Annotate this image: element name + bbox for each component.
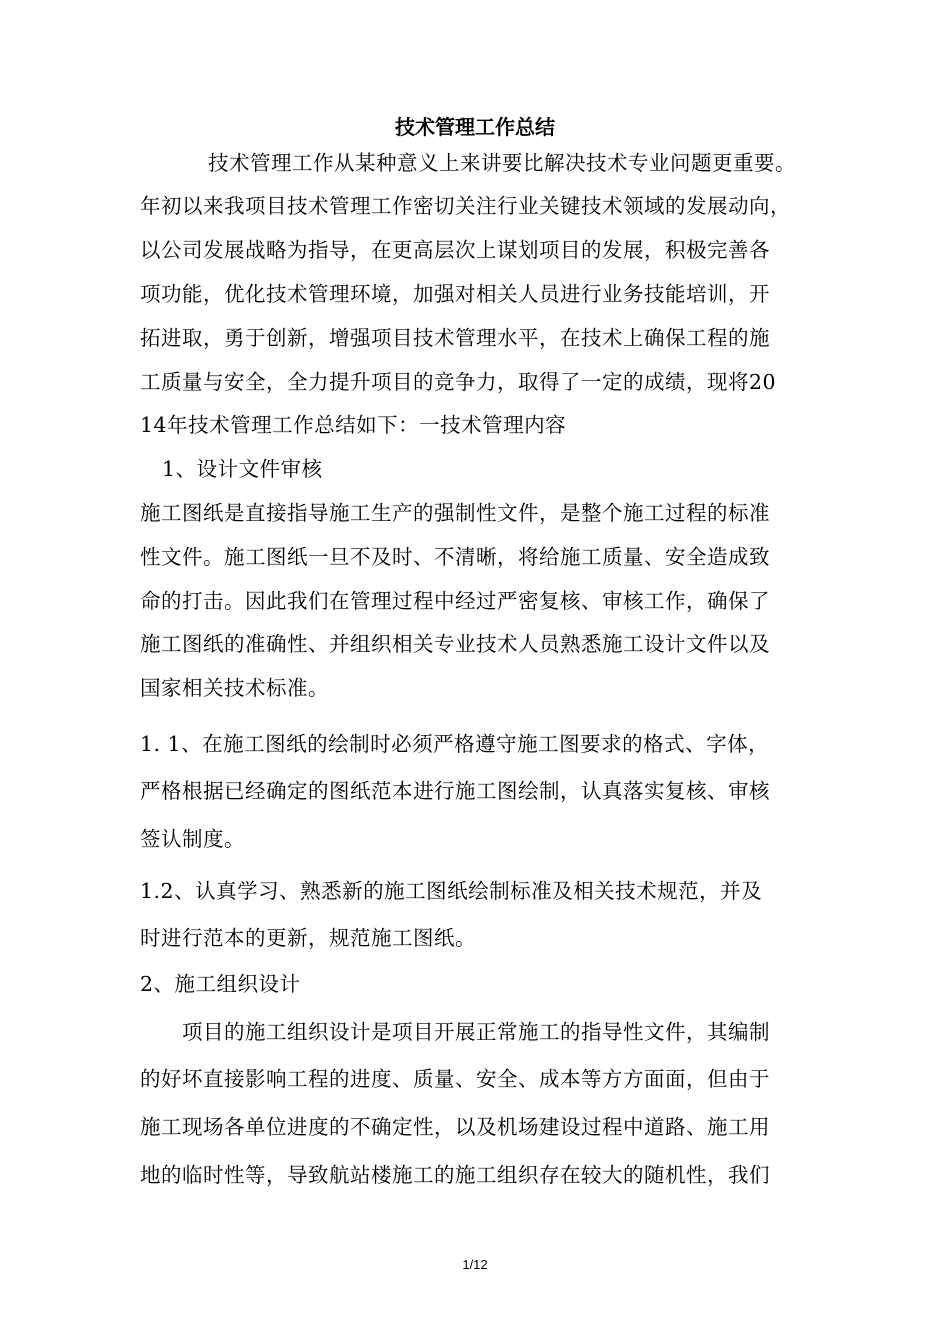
body-line: 命的打击。因此我们在管理过程中经过严密复核、审核工作，确保了 bbox=[140, 589, 770, 613]
body-line: 工质量与安全，全力提升项目的竞争力，取得了一定的成绩，现将20 bbox=[140, 370, 777, 394]
body-line: 施工图纸的准确性、并组织相关专业技术人员熟悉施工设计文件以及 bbox=[140, 632, 770, 656]
body-line: 时进行范本的更新，规范施工图纸。 bbox=[140, 926, 476, 950]
section-heading: 1、设计文件审核 bbox=[162, 457, 323, 481]
body-line: 技术管理工作从某种意义上来讲要比解决技术专业问题更重要。 bbox=[208, 151, 796, 175]
body-line: 签认制度。 bbox=[140, 827, 245, 851]
body-line: 国家相关技术标准。 bbox=[140, 676, 329, 700]
body-line: 严格根据已经确定的图纸范本进行施工图绘制，认真落实复核、审核 bbox=[140, 779, 770, 803]
body-line: 地的临时性等，导致航站楼施工的施工组织存在较大的随机性，我们 bbox=[140, 1163, 770, 1187]
body-line: 年初以来我项目技术管理工作密切关注行业关键技术领域的发展动向， bbox=[140, 194, 791, 218]
list-item-line: 1.2、认真学习、熟悉新的施工图纸绘制标准及相关技术规范，并及 bbox=[140, 879, 763, 903]
body-line: 项目的施工组织设计是项目开展正常施工的指导性文件，其编制 bbox=[182, 1020, 770, 1044]
body-line: 施工现场各单位进度的不确定性，以及机场建设过程中道路、施工用 bbox=[140, 1115, 770, 1139]
body-line: 以公司发展战略为指导，在更高层次上谋划项目的发展，积极完善各 bbox=[140, 238, 770, 262]
list-item-line: 1. 1、在施工图纸的绘制时必须严格遵守施工图要求的格式、字体， bbox=[140, 732, 770, 756]
body-line: 拓进取，勇于创新，增强项目技术管理水平，在技术上确保工程的施 bbox=[140, 326, 770, 350]
body-line: 性文件。施工图纸一旦不及时、不清晰，将给施工质量、安全造成致 bbox=[140, 545, 770, 569]
body-line: 14年技术管理工作总结如下：一技术管理内容 bbox=[140, 413, 567, 437]
body-line: 施工图纸是直接指导施工生产的强制性文件，是整个施工过程的标准 bbox=[140, 501, 770, 525]
section-heading: 2、施工组织设计 bbox=[140, 972, 301, 996]
document-title: 技术管理工作总结 bbox=[395, 115, 555, 139]
body-line: 项功能，优化技术管理环境，加强对相关人员进行业务技能培训，开 bbox=[140, 282, 770, 306]
page-number: 1/12 bbox=[462, 1257, 488, 1272]
body-line: 的好坏直接影响工程的进度、质量、安全、成本等方方面面，但由于 bbox=[140, 1067, 770, 1091]
